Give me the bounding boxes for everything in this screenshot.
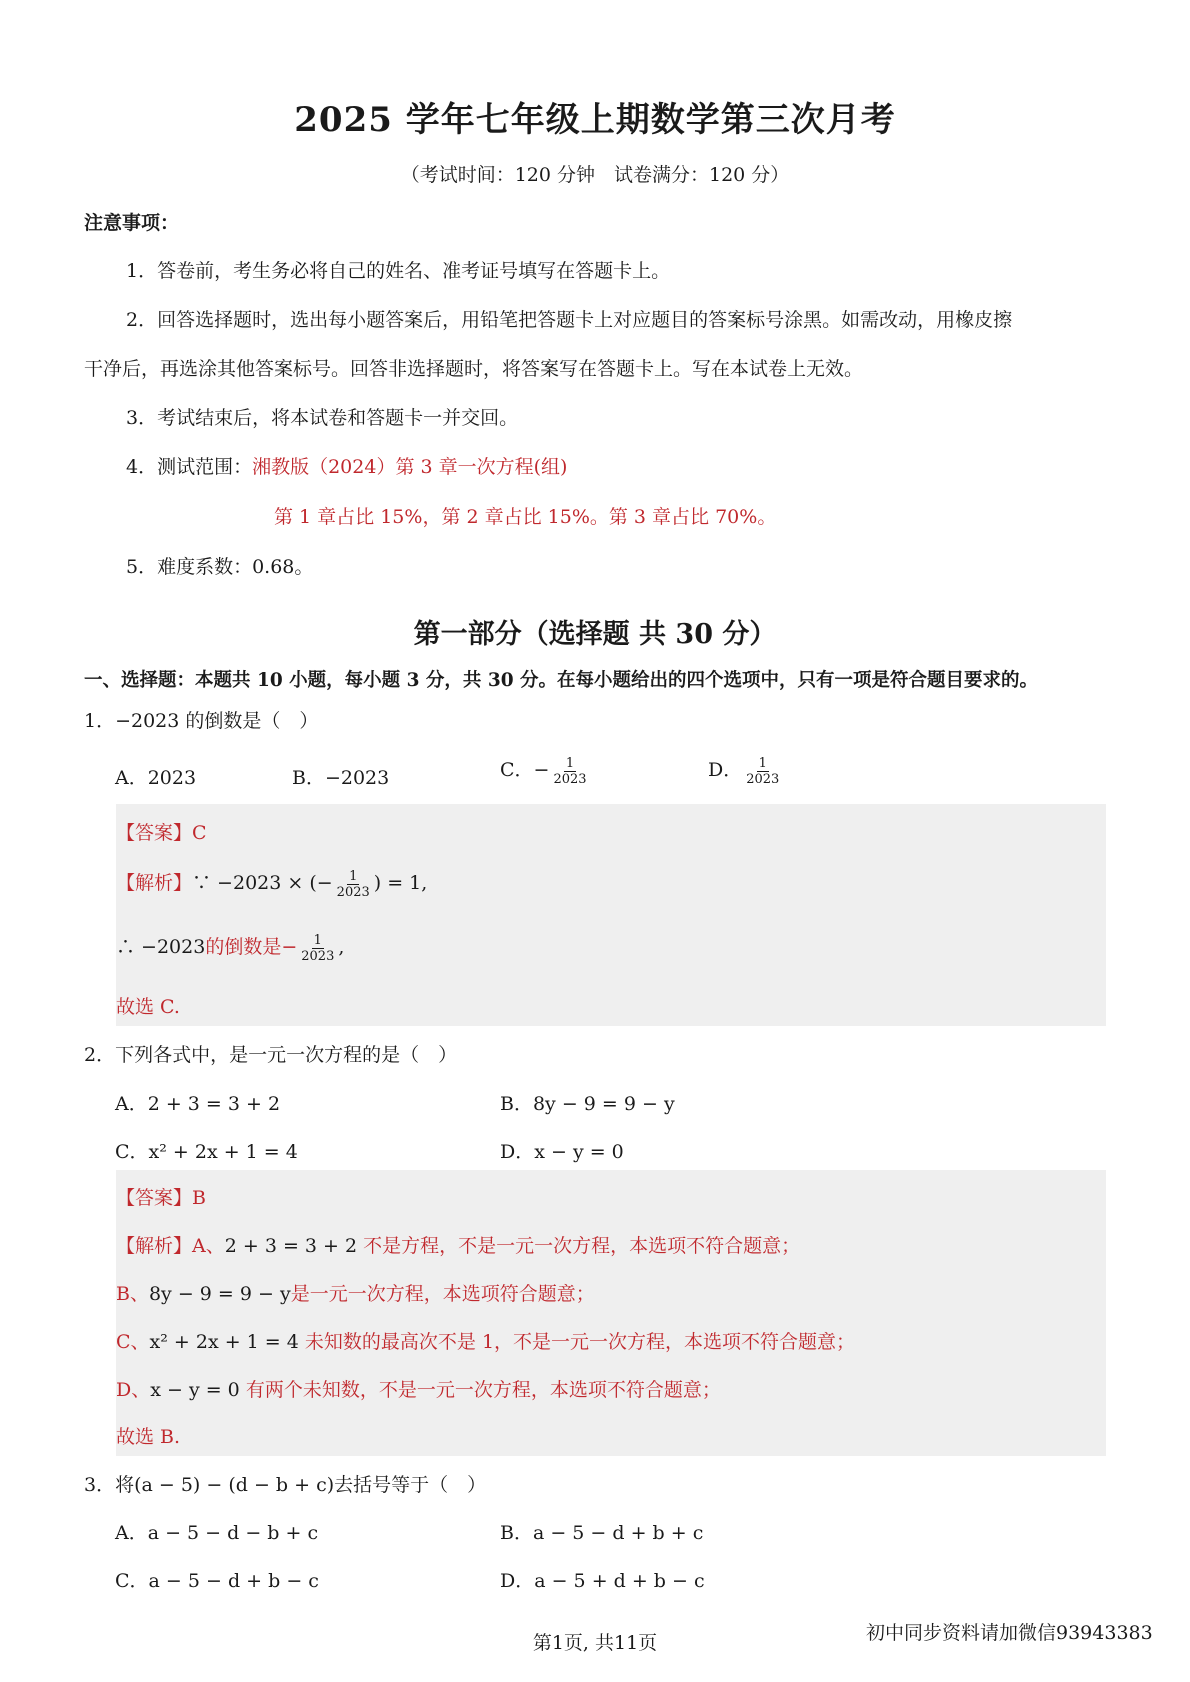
fraction: $\frac{1}{2023}$: [336, 868, 370, 900]
q2-answer-box: [116, 1170, 1106, 1456]
q3-option-b: B．a − 5 − d + b + c: [500, 1522, 704, 1544]
notice-item-4: [126, 452, 567, 479]
q1-conclusion: 故选 C.: [116, 996, 180, 1018]
notice-item-2-line2: 干净后，再选涂其他答案标号。回答非选择题时，将答案写在答题卡上。写在本试卷上无效。: [84, 358, 864, 380]
notice-item-1: 1．答卷前，考生务必将自己的姓名、准考证号填写在答题卡上。: [126, 260, 671, 282]
q3-option-d: D．a − 5 + d + b − c: [500, 1570, 705, 1592]
test-scope: 湘教版（2024）第 3 章一次方程(组): [252, 456, 568, 478]
notice-item-5: 5．难度系数：0.68。: [126, 556, 314, 578]
notice-item-2-line1: 2．回答选择题时，选出每小题答案后，用铅笔把答题卡上对应题目的答案标号涂黑。如需改动，用橡皮擦: [126, 309, 1013, 331]
q2-answer: 【答案】B: [116, 1187, 206, 1209]
fraction: $\frac{1}{2023}$: [301, 932, 335, 964]
q2-analysis-a: 【解析】A、2 + 3 = 3 + 2 不是方程，不是一元一次方程，本选项不符合题意；: [116, 1235, 801, 1257]
fraction: $\frac{1}{2023}$: [553, 755, 587, 787]
q1-analysis-line2: ∴ −2023的倒数是− $\frac{1}{2023}$ ,: [116, 932, 345, 964]
q1-answer-box: [116, 804, 1106, 1026]
q2-option-b: B．8y − 9 = 9 − y: [500, 1093, 675, 1115]
q3-option-c: C．a − 5 − d + b − c: [115, 1570, 319, 1592]
q2-option-c: C．x² + 2x + 1 = 4: [115, 1141, 298, 1163]
q2-analysis-b: B、8y − 9 = 9 − y是一元一次方程，本选项符合题意；: [116, 1283, 595, 1305]
footer-contact: 初中同步资料请加微信93943383: [866, 1622, 1153, 1644]
q1-analysis: 【解析】∵ −2023 × (− $\frac{1}{2023}$ ) = 1,: [116, 868, 428, 900]
q1-option-d: D． $\frac{1}{2023}$: [708, 755, 780, 787]
page-title: 2025 学年七年级上期数学第三次月考: [294, 100, 896, 140]
q2-analysis-d: D、x − y = 0 有两个未知数，不是一元一次方程，本选项不符合题意；: [116, 1379, 721, 1401]
fraction: $\frac{1}{2023}$: [746, 755, 780, 787]
q1-option-a: A．2023: [115, 767, 197, 789]
section-instruction: 一、选择题：本题共 10 小题，每小题 3 分，共 30 分。在每小题给出的四个选项中，只有一项是符合题目要求的。: [84, 670, 1039, 691]
page-number: 第1页, 共11页: [532, 1632, 658, 1654]
notice-item-4-label: 4．测试范围：: [126, 456, 253, 478]
question-3-stem: 3．将(a − 5) − (d − b + c)去括号等于（ ）: [84, 1474, 487, 1496]
chapter-ratio: 第 1 章占比 15%，第 2 章占比 15%。第 3 章占比 70%。: [274, 506, 777, 528]
exam-info: （考试时间：120 分钟 试卷满分：120 分）: [400, 164, 790, 186]
q2-conclusion: 故选 B.: [116, 1426, 181, 1448]
q1-option-c: C．− $\frac{1}{2023}$: [500, 755, 587, 787]
notice-heading: 注意事项：: [84, 212, 180, 234]
q2-option-d: D．x − y = 0: [500, 1141, 624, 1163]
q2-analysis-c: C、x² + 2x + 1 = 4 未知数的最高次不是 1，不是一元一次方程，本选项不符合题意；: [116, 1331, 856, 1353]
notice-item-3: 3．考试结束后，将本试卷和答题卡一并交回。: [126, 407, 519, 429]
section-title: 第一部分（选择题 共 30 分）: [413, 619, 777, 650]
q1-answer: 【答案】C: [116, 822, 207, 844]
q3-option-a: A．a − 5 − d − b + c: [115, 1522, 319, 1544]
q2-option-a: A．2 + 3 = 3 + 2: [115, 1093, 281, 1115]
question-2-stem: 2．下列各式中，是一元一次方程的是（ ）: [84, 1044, 458, 1066]
question-1-stem: 1．−2023 的倒数是（ ）: [84, 710, 319, 732]
q1-option-b: B．−2023: [292, 767, 390, 789]
